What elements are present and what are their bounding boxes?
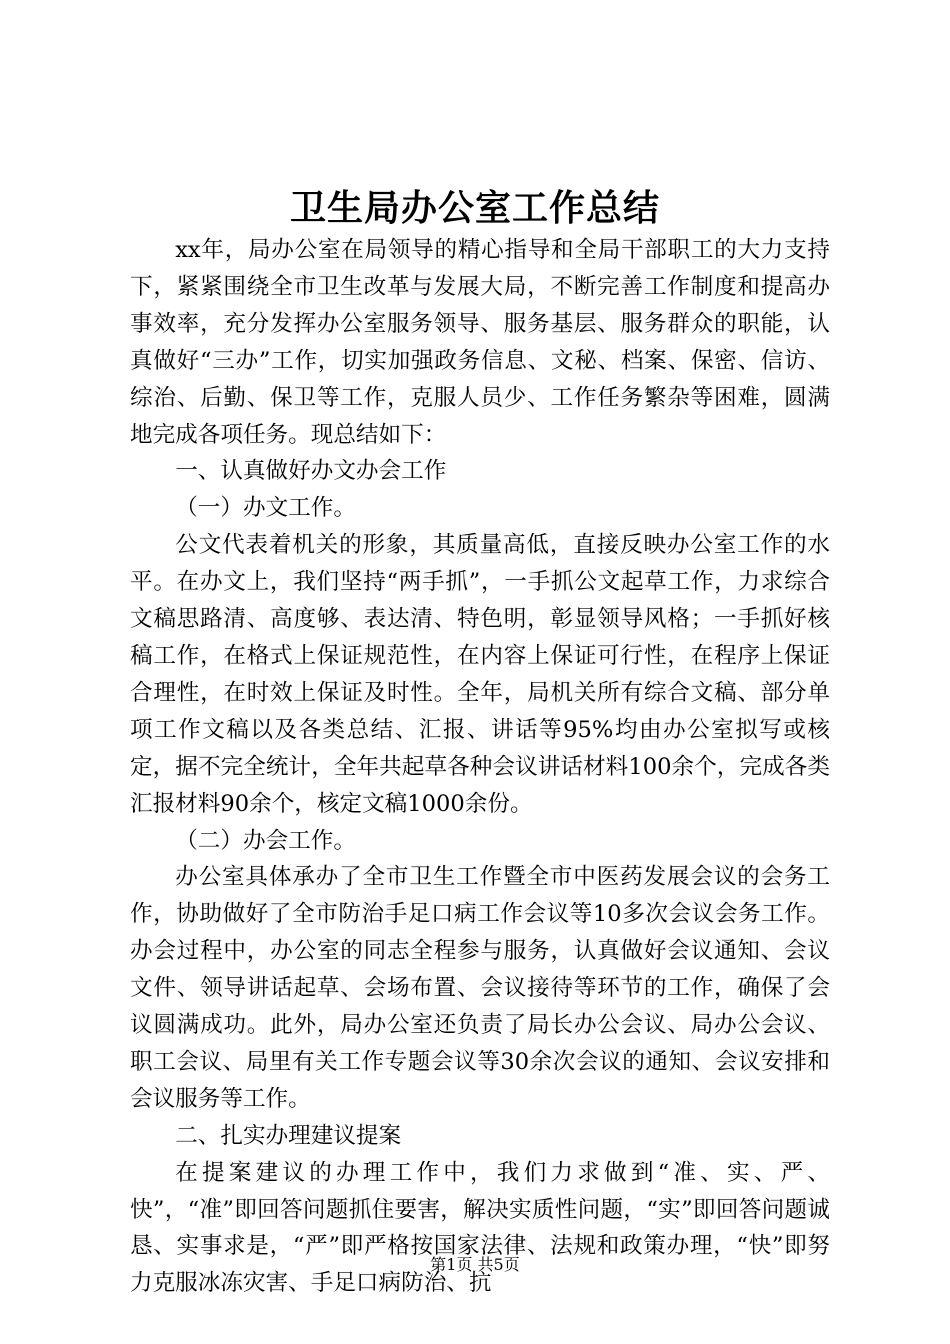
paragraph-proposals: 在提案建议的办理工作中，我们力求做到“准、实、严、快”，“准”即回答问题抓住要害，解决实质性问题，“实”即回答问题诚恳、实事求是，“严”即严格按国家法律、法规和政策办理，“快”即努力克服冰冻灾害、手足口病防治、抗 (130, 1159, 830, 1297)
section-heading-2: 二、扎实办理建议提案 (175, 1122, 402, 1149)
page-number: 第1页 共5页 (430, 1255, 520, 1274)
subsection-heading-1: （一）办文工作。 (175, 495, 356, 522)
intro-paragraph: xx年，局办公室在局领导的精心指导和全局干部职工的大力支持下，紧紧围绕全市卫生改革与发展大局，不断完善工作制度和提高办事效率，充分发挥办公室服务领导、服务基层、服务群众的职能，认真做好“三办”工作，切实加强政务信息、文秘、档案、保密、信访、综治、后勤、保卫等工作，克服人员少、工作任务繁杂等困难，圆满地完成各项任务。现总结如下： (130, 237, 830, 448)
subsection-heading-2: （二）办会工作。 (175, 827, 356, 854)
paragraph-document-work: 公文代表着机关的形象，其质量高低，直接反映办公室工作的水平。在办文上，我们坚持“两手抓”，一手抓公文起草工作，力求综合文稿思路清、高度够、表达清、特色明，彰显领导风格；一手抓好核稿工作，在格式上保证规范性，在内容上保证可行性，在程序上保证合理性，在时效上保证及时性。全年，局机关所有综合文稿、部分单项工作文稿以及各类总结、汇报、讲话等95%均由办公室拟写或核定，据不完全统计，全年共起草各种会议讲话材料100余个，完成各类汇报材料90余个，核定文稿1000余份。 (130, 532, 830, 817)
document-body (130, 232, 830, 1302)
paragraph-meeting-work: 办公室具体承办了全市卫生工作暨全市中医药发展会议的会务工作，协助做好了全市防治手足口病工作会议等10多次会议会务工作。办会过程中，办公室的同志全程参与服务，认真做好会议通知、会议文件、领导讲话起草、会场布置、会议接待等环节的工作，确保了会议圆满成功。此外，局办公室还负责了局长办公会议、局办公会议、职工会议、局里有关工作专题会议等30余次会议的通知、会议安排和会议服务等工作。 (130, 864, 830, 1112)
document-title: 卫生局办公室工作总结 (289, 187, 660, 229)
section-heading-1: 一、认真做好办文办会工作 (175, 458, 447, 485)
